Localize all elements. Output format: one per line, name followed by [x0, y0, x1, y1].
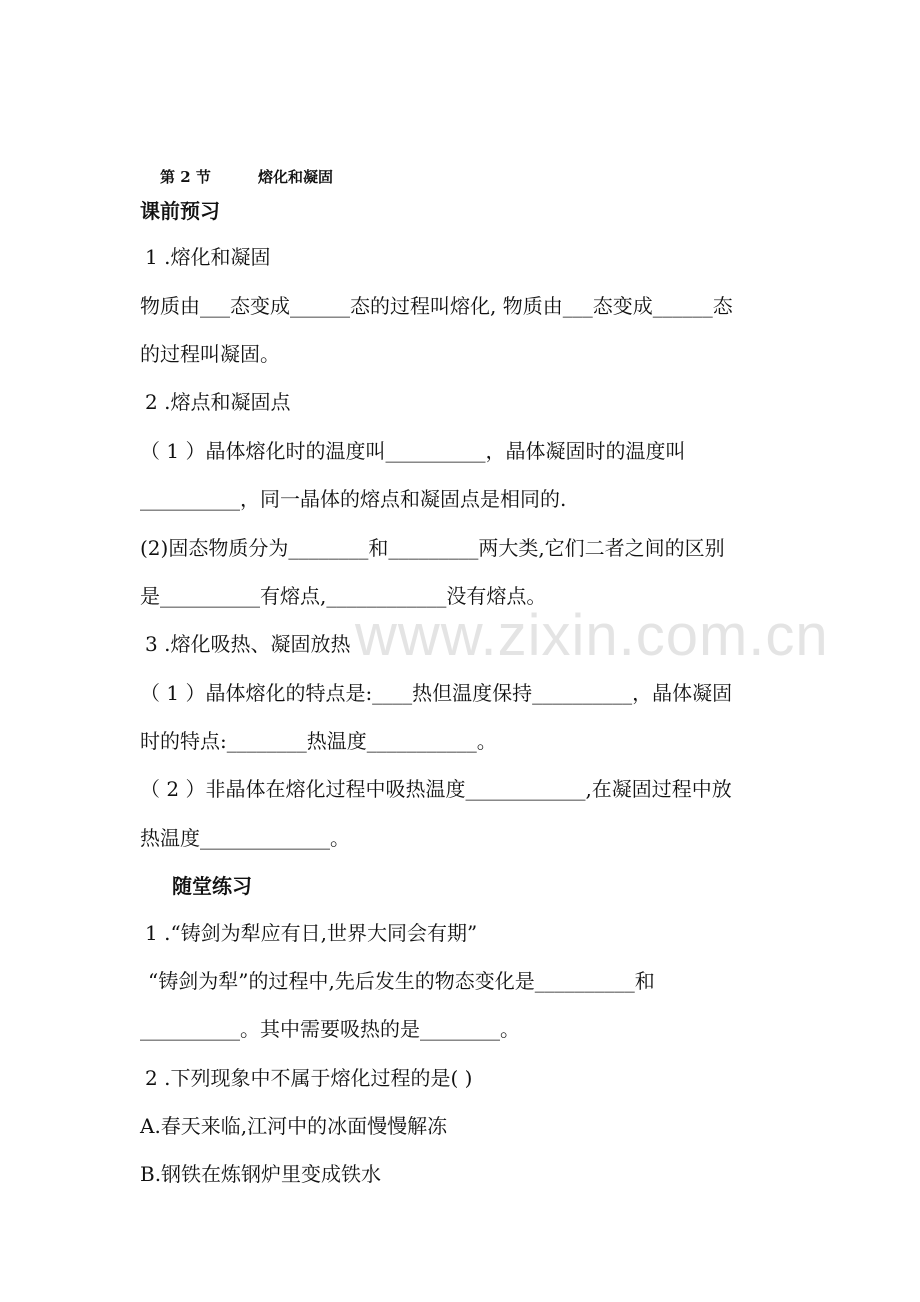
preview-q3-p2-line1: （ 2 ）非晶体在熔化过程中吸热温度____________,在凝固过程中放	[140, 777, 732, 801]
preview-q2-p2-line1: (2)固态物质分为________和_________两大类,它们二者之间的区别	[140, 536, 725, 560]
practice-q1-line1: “铸剑为犁”的过程中,先后发生的物态变化是__________和	[148, 969, 655, 993]
practice-q2-option-a: A.春天来临,江河中的冰面慢慢解冻	[140, 1114, 448, 1138]
preview-q1-line1: 物质由___态变成______态的过程叫熔化, 物质由___态变成______态	[140, 294, 733, 318]
practice-q2-option-b: B.钢铁在炼钢炉里变成铁水	[140, 1162, 382, 1186]
section-title: 熔化和凝固	[258, 168, 334, 186]
practice-q1-line2: __________。其中需要吸热的是________。	[140, 1017, 520, 1041]
preview-q2-p1-line1: （ 1 ）晶体熔化时的温度叫__________，晶体凝固时的温度叫	[140, 439, 686, 463]
preview-heading: 课前预习	[140, 199, 220, 223]
preview-q3-p1-line1: （ 1 ）晶体熔化的特点是:____热但温度保持__________，晶体凝固	[140, 681, 733, 705]
section-number: 第 2 节	[160, 168, 211, 186]
preview-q3-p1-line2: 时的特点:________热温度___________。	[140, 729, 497, 753]
practice-q1-title: 1 .“铸剑为犁应有日,世界大同会有期”	[145, 921, 478, 945]
preview-q3-p2-line2: 热温度_____________。	[140, 826, 350, 850]
practice-q2-title: 2 .下列现象中不属于熔化过程的是( )	[145, 1066, 473, 1090]
preview-q3-title: 3 .熔化吸热、凝固放热	[145, 632, 351, 656]
preview-q2-title: 2 .熔点和凝固点	[145, 390, 291, 414]
preview-q2-p2-line2: 是__________有熔点,____________没有熔点。	[140, 584, 547, 608]
watermark: www.zixin.com.cn	[355, 603, 829, 668]
preview-q2-p1-line2: __________，同一晶体的熔点和凝固点是相同的.	[140, 487, 567, 511]
preview-q1-line2: 的过程叫凝固。	[140, 342, 280, 366]
preview-q1-title: 1 .熔化和凝固	[145, 245, 271, 269]
practice-heading: 随堂练习	[172, 874, 252, 898]
